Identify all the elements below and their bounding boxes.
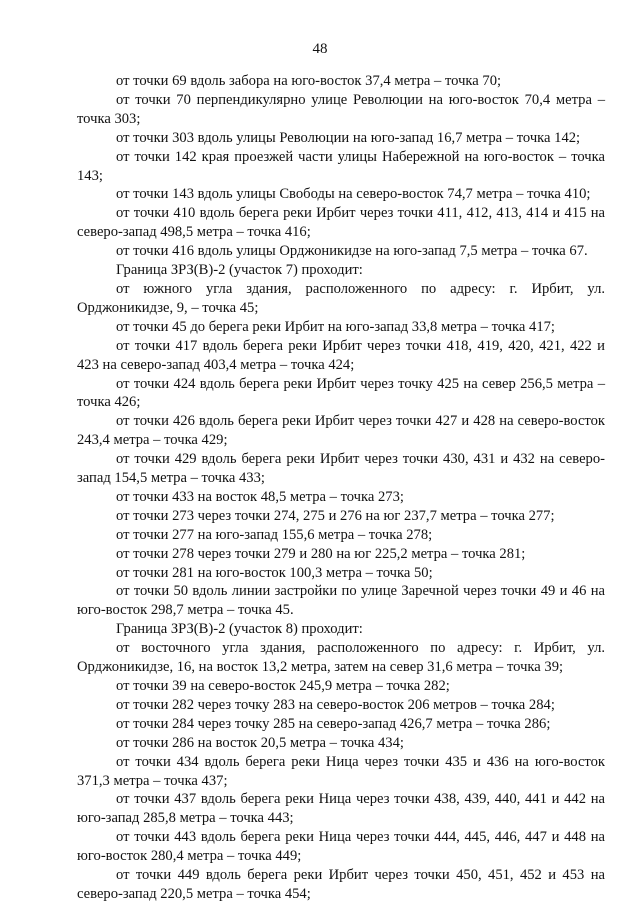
- paragraph: от точки 417 вдоль берега реки Ирбит через точки 418, 419, 420, 421, 422 и 423 на северо-запад 403,4 метра – точка 424;: [77, 337, 605, 373]
- paragraph: от точки 278 через точки 279 и 280 на юг 225,2 метра – точка 281;: [116, 545, 526, 562]
- paragraph: от точки 50 вдоль линии застройки по улице Заречной через точки 49 и 46 на юго-восток 298,7 метра – точка 45.: [77, 583, 605, 619]
- paragraph: от точки 281 на юго-восток 100,3 метра – точка 50;: [116, 564, 433, 581]
- document-body: [77, 72, 605, 904]
- paragraph: Граница ЗРЗ(В)-2 (участок 8) проходит:: [116, 621, 363, 638]
- paragraph: от точки 69 вдоль забора на юго-восток 37,4 метра – точка 70;: [116, 73, 502, 89]
- paragraph: от точки 434 вдоль берега реки Ница через точки 435 и 436 на юго-восток 371,3 метра – точка 437;: [77, 753, 605, 789]
- paragraph: Граница ЗРЗ(В)-2 (участок 7) проходит:: [116, 262, 363, 279]
- paragraph: от точки 437 вдоль берега реки Ница через точки 438, 439, 440, 441 и 442 на юго-запад 285,8 метра – точка 443;: [77, 791, 605, 827]
- paragraph: от точки 277 на юго-запад 155,6 метра – точка 278;: [116, 526, 433, 543]
- paragraph: от точки 416 вдоль улицы Орджоникидзе на юго-запад 7,5 метра – точка 67.: [116, 243, 588, 260]
- paragraph: от точки 39 на северо-восток 245,9 метра – точка 282;: [116, 678, 450, 694]
- paragraph: от южного угла здания, расположенного по адресу: г. Ирбит, ул. Орджоникидзе, 9, – точка 45;: [77, 280, 605, 316]
- paragraph: от точки 429 вдоль берега реки Ирбит через точки 430, 431 и 432 на северо-запад 154,5 метра – точка 433;: [77, 451, 605, 487]
- paragraph: от точки 443 вдоль берега реки Ница через точки 444, 445, 446, 447 и 448 на юго-восток 280,4 метра – точка 449;: [77, 829, 605, 865]
- paragraph: от точки 273 через точки 274, 275 и 276 на юг 237,7 метра – точка 277;: [116, 507, 555, 524]
- paragraph: от точки 286 на восток 20,5 метра – точка 434;: [116, 734, 404, 751]
- paragraph: от точки 410 вдоль берега реки Ирбит через точки 411, 412, 413, 414 и 415 на северо-запад 498,5 метра – точка 416;: [77, 205, 605, 241]
- paragraph: от точки 303 вдоль улицы Революции на юго-запад 16,7 метра – точка 142;: [116, 129, 581, 146]
- paragraph: от точки 45 до берега реки Ирбит на юго-запад 33,8 метра – точка 417;: [116, 318, 555, 335]
- paragraph: от точки 424 вдоль берега реки Ирбит через точку 425 на север 256,5 метра – точка 426;: [77, 375, 605, 411]
- paragraph: от точки 142 края проезжей части улицы Набережной на юго-восток – точка 143;: [77, 148, 605, 184]
- page-number: 48: [312, 41, 328, 57]
- paragraph: от точки 433 на восток 48,5 метра – точка 273;: [116, 488, 404, 505]
- paragraph: от точки 143 вдоль улицы Свободы на северо-восток 74,7 метра – точка 410;: [116, 186, 591, 203]
- paragraph: от точки 426 вдоль берега реки Ирбит через точки 427 и 428 на северо-восток 243,4 метра – точка 429;: [77, 413, 605, 449]
- paragraph: от точки 282 через точку 283 на северо-восток 206 метров – точка 284;: [116, 696, 555, 713]
- paragraph: от точки 449 вдоль берега реки Ирбит через точки 450, 451, 452 и 453 на северо-запад 220,5 метра – точка 454;: [77, 867, 605, 902]
- paragraph: от точки 70 перпендикулярно улице Революции на юго-восток 70,4 метра – точка 303;: [77, 91, 605, 127]
- paragraph: от восточного угла здания, расположенного по адресу: г. Ирбит, ул. Орджоникидзе, 16, на восток 13,2 метра, затем на север 31,6 метра – точка 39;: [77, 640, 605, 676]
- paragraph: от точки 284 через точку 285 на северо-запад 426,7 метра – точка 286;: [116, 715, 551, 732]
